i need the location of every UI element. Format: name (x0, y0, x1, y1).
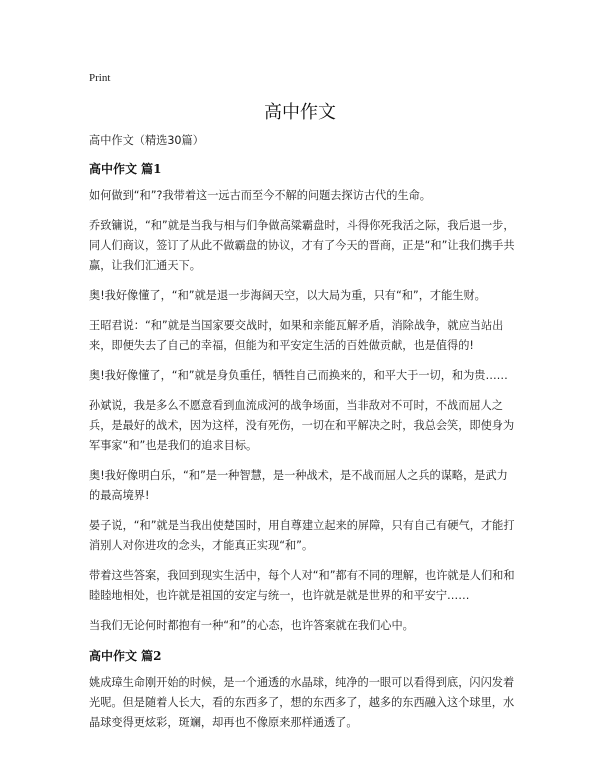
paragraph: 当我们无论何时都抱有一种“和”的心态，也许答案就在我们心中。 (89, 619, 414, 632)
paragraph: 王昭君说：“和”就是当国家要交战时，如果和亲能瓦解矛盾，消除战争，就应当站出来，即便失去了自己的幸福，但能为和平安定生活的百姓做贡献，也是值得的! (89, 319, 504, 352)
document-subtitle: 高中作文（精选30篇） (89, 134, 204, 147)
paragraph: 乔致镛说，“和”就是当我与相与们争做高粱霸盘时，斗得你死我活之际，我后退一步，同人们商议，签订了从此不做霸盘的协议，才有了今天的晋商，正是“和”让我们携手共赢，让我们汇通天下。 (89, 219, 515, 272)
paragraph: 晏子说，“和”就是当我出使楚国时，用自尊建立起来的屏障，只有自己有硬气，才能打消别人对你进攻的念头，才能真正实现“和”。 (89, 519, 515, 552)
paragraph: 带着这些答案，我回到现实生活中，每个人对“和”都有不同的理解，也许就是人们和和睦睦地相处，也许就是祖国的安定与统一，也许就是就是世界的和平安宁…… (89, 569, 515, 602)
paragraph: 孙斌说，我是多么不愿意看到血流成河的战争场面，当非敌对不可时，不战而屈人之兵，是最好的战术，因为这样，没有死伤，一切在和平解决之时，我总会笑，即使身为军事家“和”也是我们的追求目标。 (89, 399, 515, 452)
paragraph: 奥!我好像明白乐，“和”是一种智慧，是一种战术，是不战而屈人之兵的谋略，是武力的最高境界! (89, 469, 508, 502)
paragraph: 如何做到“和”?我带着这一远古而至今不解的问题去探访古代的生命。 (89, 189, 431, 202)
document-body (89, 131, 515, 743)
paragraph: 姚成璋生命刚开始的时候，是一个通透的水晶球，纯净的一眼可以看得到底，闪闪发着光呢。但是随着人长大，看的东西多了，想的东西多了，越多的东西融入这个球里，水晶球变得更炫彩，斑斓，却再也不像原来那样通透了。 (89, 676, 515, 729)
section-heading: 高中作文 篇1 (89, 162, 162, 176)
paragraph: 奥!我好像懂了，“和”就是退一步海阔天空，以大局为重，只有“和”，才能生财。 (89, 289, 486, 302)
section-heading: 高中作文 篇2 (89, 649, 162, 663)
print-label: Print (89, 72, 111, 84)
paragraph: 奥!我好像懂了，“和”就是身负重任，牺牲自己而换来的，和平大于一切，和为贵…… (89, 369, 508, 382)
document-title: 高中作文 (264, 102, 336, 123)
